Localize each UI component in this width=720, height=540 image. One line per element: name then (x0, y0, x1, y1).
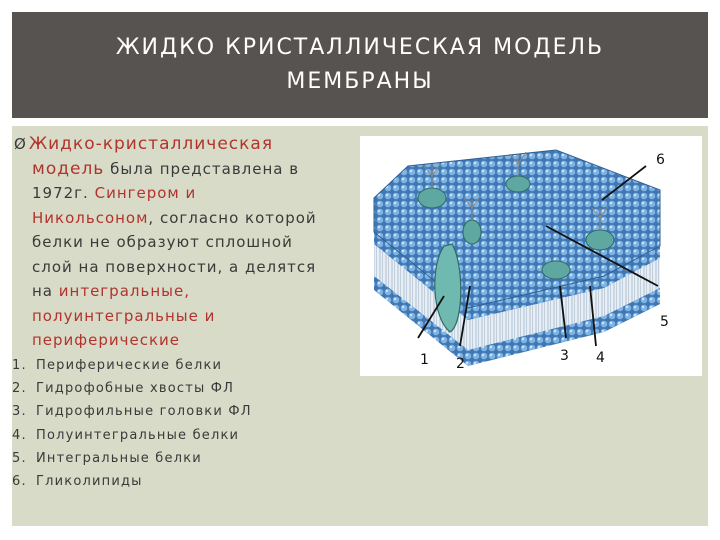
list-item: 5. Интегральные белки (12, 450, 202, 466)
list-item: 6. Гликолипиды (12, 474, 143, 490)
arrow-bullet-icon: Ø (14, 135, 27, 153)
list-item: 4. Полуинтегральные белки (12, 427, 240, 443)
intro-highlight-singer: Сингером и (94, 184, 197, 202)
title-line-1: ЖИДКО КРИСТАЛЛИЧЕСКАЯ МОДЕЛЬ (115, 35, 605, 60)
legend-list (12, 354, 342, 493)
list-item: 1. Периферические белки (12, 358, 223, 373)
intro-text-fragment: , согласно которой (148, 208, 317, 227)
intro-text (14, 132, 364, 353)
intro-highlight-model-name: Жидко-кристаллическая (28, 134, 274, 154)
label-4: 4 (596, 350, 605, 366)
intro-highlight-nicolson: Никольсоном (32, 208, 149, 227)
intro-highlight-model: модель (32, 158, 105, 179)
membrane-illustration (360, 136, 702, 376)
label-3: 3 (560, 348, 569, 364)
protein-side-1 (542, 261, 570, 279)
intro-highlight-semiintegral: полуинтегральные и (32, 306, 216, 325)
label-2: 2 (456, 356, 465, 372)
intro-text-fragment: на (32, 282, 59, 300)
list-item: 3. Гидрофильные головки ФЛ (12, 404, 252, 420)
list-item: 2. Гидрофобные хвосты ФЛ (12, 381, 235, 397)
intro-text-line: белки не образуют сплошной (32, 233, 293, 251)
label-1: 1 (420, 352, 429, 368)
label-6: 6 (656, 152, 665, 168)
semiintegral-protein (463, 220, 481, 244)
intro-highlight-integral: интегральные, (58, 282, 190, 300)
intro-highlight-peripheral: периферические (32, 331, 181, 349)
intro-year: 1972г. (32, 184, 95, 202)
label-5: 5 (660, 314, 669, 330)
intro-text-line: слой на поверхности, а делятся (32, 257, 317, 276)
title-line-2: МЕМБРАНЫ (286, 69, 434, 94)
protein-top-3 (586, 230, 614, 250)
slide-title (12, 12, 708, 118)
slide-content (12, 126, 708, 526)
protein-top-1 (418, 188, 446, 208)
intro-text-fragment: была представлена в (104, 159, 300, 178)
protein-top-2 (506, 176, 530, 192)
membrane-figure (360, 136, 702, 376)
